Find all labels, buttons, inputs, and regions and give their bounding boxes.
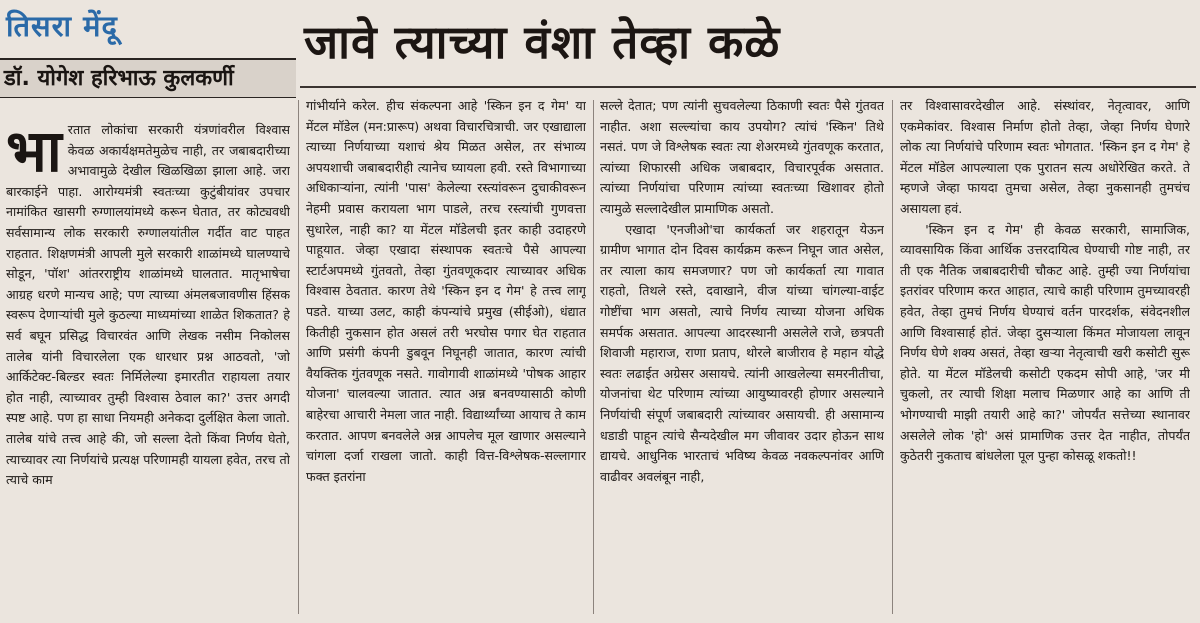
column-label: तिसरा मेंदू <box>6 9 118 43</box>
column-divider <box>298 100 299 614</box>
drop-cap: भा <box>6 120 62 185</box>
paragraph: रतात लोकांचा सरकारी यंत्रणांवरील विश्वास केवळ अकार्यक्षमतेमुळेच नाही, तर जबाबदारीच्या अभावामुळे देखील खिळखिळा झाला आहे. जरा बारकाईने पाहा. आरोग्यमंत्री स्वतःच्या कुटुंबीयांवर उपचार नामांकित खासगी रुग्णालयांमध्ये करून घेतात, तर कोट्यवधी सर्वसामान्य लोक सरकारी रुग्णालयांतील गर्दीत वाट पाहत राहतात. शिक्षणमंत्री आपली मुले सरकारी शाळांमध्ये घालण्याचे सोडून, 'पॉश' आंतरराष्ट्रीय शाळांमध्ये घालतात. मातृभाषेचा आग्रह धरणे मान्यच आहे; पण त्याच्या अंमलबजावणीस हिंसक स्वरूप देणाऱ्यांची मुले कुठल्या माध्यमांच्या शाळेत शिकतात? हे सर्व बघून प्रसिद्ध विचारवंत आणि लेखक नसीम निकोलस तालेब यांनी विचारलेला एक धारधार प्रश्न आठवतो, 'जो आर्किटेक्ट-बिल्डर स्वतः निर्मिलेल्या इमारतीत राहायला तयार होत नाही, त्याच्यावर तुम्ही विश्वास ठेवाल का?' उत्तर अगदी स्पष्ट आहे. पण हा साधा नियमही अनेकदा दुर्लक्षित केला जातो. तालेब यांचे तत्त्व आहे की, जो सल्ला देतो किंवा निर्णय घेतो, त्याच्यावर त्या निर्णयांचे प्रत्यक्ष परिणामही यायला हवेत, तरच तो त्याचे काम <box>6 122 290 488</box>
article-column-1 <box>6 120 290 618</box>
article-column-2 <box>306 96 586 618</box>
article-headline: जावे त्याच्या वंशा तेव्हा कळे <box>304 15 781 69</box>
article-column-4 <box>900 96 1190 618</box>
author-byline: डॉ. योगेश हरिभाऊ कुलकर्णी <box>4 66 234 91</box>
paragraph: गांभीर्याने करेल. हीच संकल्पना आहे 'स्किन इन द गेम' या मेंटल मॉडेल (मन:प्रारूप) अथवा विचारचित्राची. जर एखाद्याला त्याच्या निर्णयाच्या यशाचं श्रेय मिळत असेल, तर संभाव्य अपयशाची जबाबदारीही त्यानेच घ्यायला हवी. रस्ते विभागाच्या अधिकाऱ्यांना, त्यांनी 'पास' केलेल्या रस्त्यांवरून दुचाकीवरून नेहमी प्रवास करायला भाग पाडले, तरच रस्त्यांची गुणवत्ता सुधारेल, नाही का? या मेंटल मॉडेलची इतर काही उदाहरणे पाहूयात. जेव्हा एखादा संस्थापक स्वतःचे पैसे आपल्या स्टार्टअपमध्ये गुंतवतो, तेव्हा गुंतवणूकदार त्याच्यावर अधिक विश्वास ठेवतात. कारण तेथे 'स्किन इन द गेम' हे तत्त्व लागू पडते. याच्या उलट, काही कंपन्यांचे प्रमुख (सीईओ), धंद्यात कितीही नुकसान होत असलं तरी भरघोस पगार घेत राहतात आणि प्रसंगी कंपनी डुबवून निघूनही जातात, कारण त्यांची वैयक्तिक गुंतवणूक नसते. गावोगावी शाळांमध्ये 'पोषक आहार योजना' चालवल्या जातात. त्यात अन्न बनवण्यासाठी कोणी बाहेरचा आचारी नेमला जात नाही. विद्यार्थ्यांच्या आयाच ते काम करतात. आपण बनवलेले अन्न आपलेच मूल खाणार असल्याने चांगला दर्जा राखला जातो. काही वित्त-विश्लेषक-सल्लागार फक्त इतरांना <box>306 98 586 484</box>
paragraph: सल्ले देतात; पण त्यांनी सुचवलेल्या ठिकाणी स्वतः पैसे गुंतवत नाहीत. अशा सल्ल्यांचा काय उपयोग? त्यांचं 'स्किन' तिथे नसतं. पण जे विश्लेषक स्वतः त्या शेअरमध्ये गुंतवणूक करतात, त्यांच्या शिफारसी अधिक जबाबदार, विचारपूर्वक असतात. त्यांच्या निर्णयांचा परिणाम त्यांच्या स्वतःच्या खिशावर होतो त्यामुळे सल्लादेखील प्रामाणिक असतो. <box>600 98 884 216</box>
paragraph: तर विश्वासावरदेखील आहे. संस्थांवर, नेतृत्वावर, आणि एकमेकांवर. विश्वास निर्माण होतो तेव्हा, जेव्हा निर्णय घेणारे लोक त्या निर्णयांचे परिणाम स्वतः भोगतात. 'स्किन इन द गेम' हे मेंटल मॉडेल आपल्याला एक पुरातन सत्य अधोरेखित करते. ते म्हणजे जेव्हा फायदा तुमचा असेल, तेव्हा नुकसानही तुमचंच असायला हवं. <box>900 98 1190 216</box>
column-divider <box>593 100 594 614</box>
paragraph: 'स्किन इन द गेम' ही केवळ सरकारी, सामाजिक, व्यावसायिक किंवा आर्थिक उत्तरदायित्व घेण्याची गोष्ट नाही, तर ती एक नैतिक जबाबदारीची चौकट आहे. तुम्ही ज्या निर्णयांचा इतरांवर परिणाम करत आहात, त्याचे काही परिणाम तुमच्यावरही हवेत, तेव्हा तुमचं निर्णय घेण्याचं वर्तन पारदर्शक, संवेदनशील आणि विश्वासार्ह होतं. जेव्हा दुसऱ्याला किंमत मोजायला लावून निर्णय घेणे शक्य असतं, तेव्हा खऱ्या नेतृत्वाची खरी कसोटी सुरू होते. या मेंटल मॉडेलची कसोटी एकदम सोपी आहे, 'जर मी चुकलो, तर त्याची शिक्षा मलाच मिळणार आहे का आणि ती भोगण्याची माझी तयारी आहे का?' जोपर्यंत सत्तेच्या स्थानावर असलेले लोक 'हो' असं प्रामाणिक उत्तर देत नाहीत, तोपर्यंत कुठेतरी नुकताच बांधलेला पूल पुन्हा कोसळू शकतो!! <box>900 221 1190 464</box>
headline-rule <box>300 86 1196 88</box>
article-column-3 <box>600 96 884 618</box>
column-divider <box>892 100 893 614</box>
paragraph: एखादा 'एनजीओ'चा कार्यकर्ता जर शहरातून येऊन ग्रामीण भागात दोन दिवस कार्यक्रम करून निघून जात असेल, तर त्याला काय समजणार? पण जो कार्यकर्ता त्या गावात राहतो, तिथले रस्ते, दवाखाने, वीज यांच्या चांगल्या-वाईट गोष्टींचा भाग असतो, त्याचे निर्णय त्याच्या योजना अधिक समर्पक असतात. आपल्या आदरस्थानी असलेले राजे, छत्रपती शिवाजी महाराज, राणा प्रताप, थोरले बाजीराव हे महान योद्धे स्वतः लढाईत अग्रेसर असायचे. त्यांनी आखलेल्या समरनीतीचा, योजनांचा थेट परिणाम त्यांच्या आयुष्यावरही होणार असल्याने निर्णयांची संपूर्ण जबाबदारी त्यांच्यावर असायची. ही असामान्य धडाडी पाहून त्यांचे सैन्यदेखील मग जीवावर उदार होऊन साथ द्यायचे. आधुनिक भारताचं भविष्य केवळ नवकल्पनांवर आणि वाढीवर अवलंबून नाही, <box>600 221 884 484</box>
